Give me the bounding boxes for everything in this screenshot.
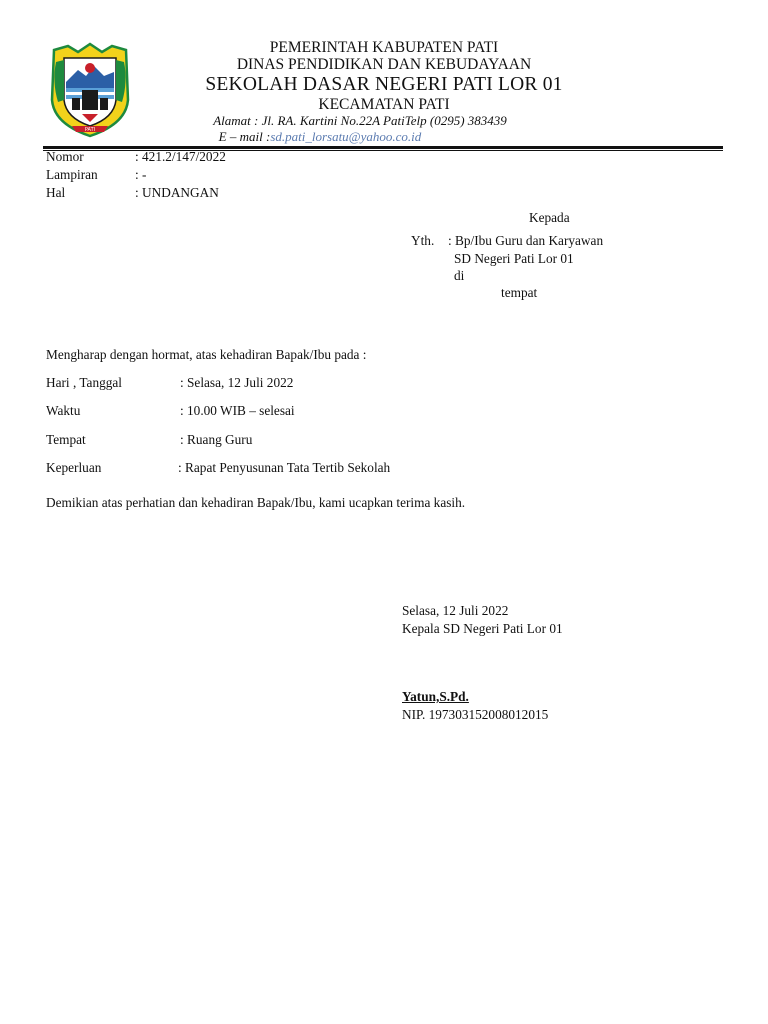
address-value: Jl. RA. Kartini No.22A PatiTelp (0295) 383439 — [261, 113, 507, 128]
yth-label: Yth. — [411, 233, 435, 248]
email-line — [60, 129, 580, 145]
detail-value-place: : Ruang Guru — [180, 432, 253, 447]
detail-label-date: Hari , Tanggal — [46, 375, 122, 390]
department-name: DINAS PENDIDIKAN DAN KEBUDAYAAN — [236, 56, 532, 73]
recipient-line-1: : Bp/Ibu Guru dan Karyawan — [448, 233, 604, 248]
signature-date: Selasa, 12 Juli 2022 — [402, 603, 509, 618]
address-line — [80, 113, 640, 129]
recipient-line-3: di — [454, 268, 465, 283]
email-label: E – mail : — [218, 129, 271, 144]
district-name: KECAMATAN PATI — [318, 96, 450, 113]
recipient-line-2: SD Negeri Pati Lor 01 — [454, 251, 574, 266]
address-label: Alamat : — [213, 113, 259, 128]
kepada-label: Kepada — [529, 210, 570, 225]
signature-position: Kepala SD Negeri Pati Lor 01 — [402, 621, 563, 636]
detail-value-time: : 10.00 WIB – selesai — [180, 403, 295, 418]
detail-label-place: Tempat — [46, 432, 86, 447]
hal-label: Hal — [46, 185, 66, 200]
signatory-name: Yatun,S.Pd. — [402, 689, 469, 704]
email-link[interactable]: sd.pati_lorsatu@yahoo.co.id — [270, 129, 422, 144]
crest-label: PATI — [84, 127, 96, 133]
closing-paragraph: Demikian atas perhatian dan kehadiran Bapak/Ibu, kami ucapkan terima kasih. — [46, 495, 466, 510]
detail-label-time: Waktu — [46, 403, 81, 418]
signatory-nip: NIP. 197303152008012015 — [402, 707, 549, 722]
nomor-label: Nomor — [46, 149, 84, 164]
hal-value: : UNDANGAN — [135, 185, 219, 200]
lampiran-label: Lampiran — [46, 167, 98, 182]
detail-value-date: : Selasa, 12 Juli 2022 — [180, 375, 294, 390]
detail-label-purpose: Keperluan — [46, 460, 102, 475]
recipient-line-4: tempat — [501, 285, 538, 300]
school-name: SEKOLAH DASAR NEGERI PATI LOR 01 — [205, 74, 563, 95]
nomor-value: : 421.2/147/2022 — [135, 149, 226, 164]
government-name: PEMERINTAH KABUPATEN PATI — [269, 39, 499, 56]
detail-value-purpose: : Rapat Penyusunan Tata Tertib Sekolah — [178, 460, 391, 475]
lampiran-value: : - — [135, 167, 147, 182]
opening-paragraph: Mengharap dengan hormat, atas kehadiran Bapak/Ibu pada : — [46, 347, 367, 362]
